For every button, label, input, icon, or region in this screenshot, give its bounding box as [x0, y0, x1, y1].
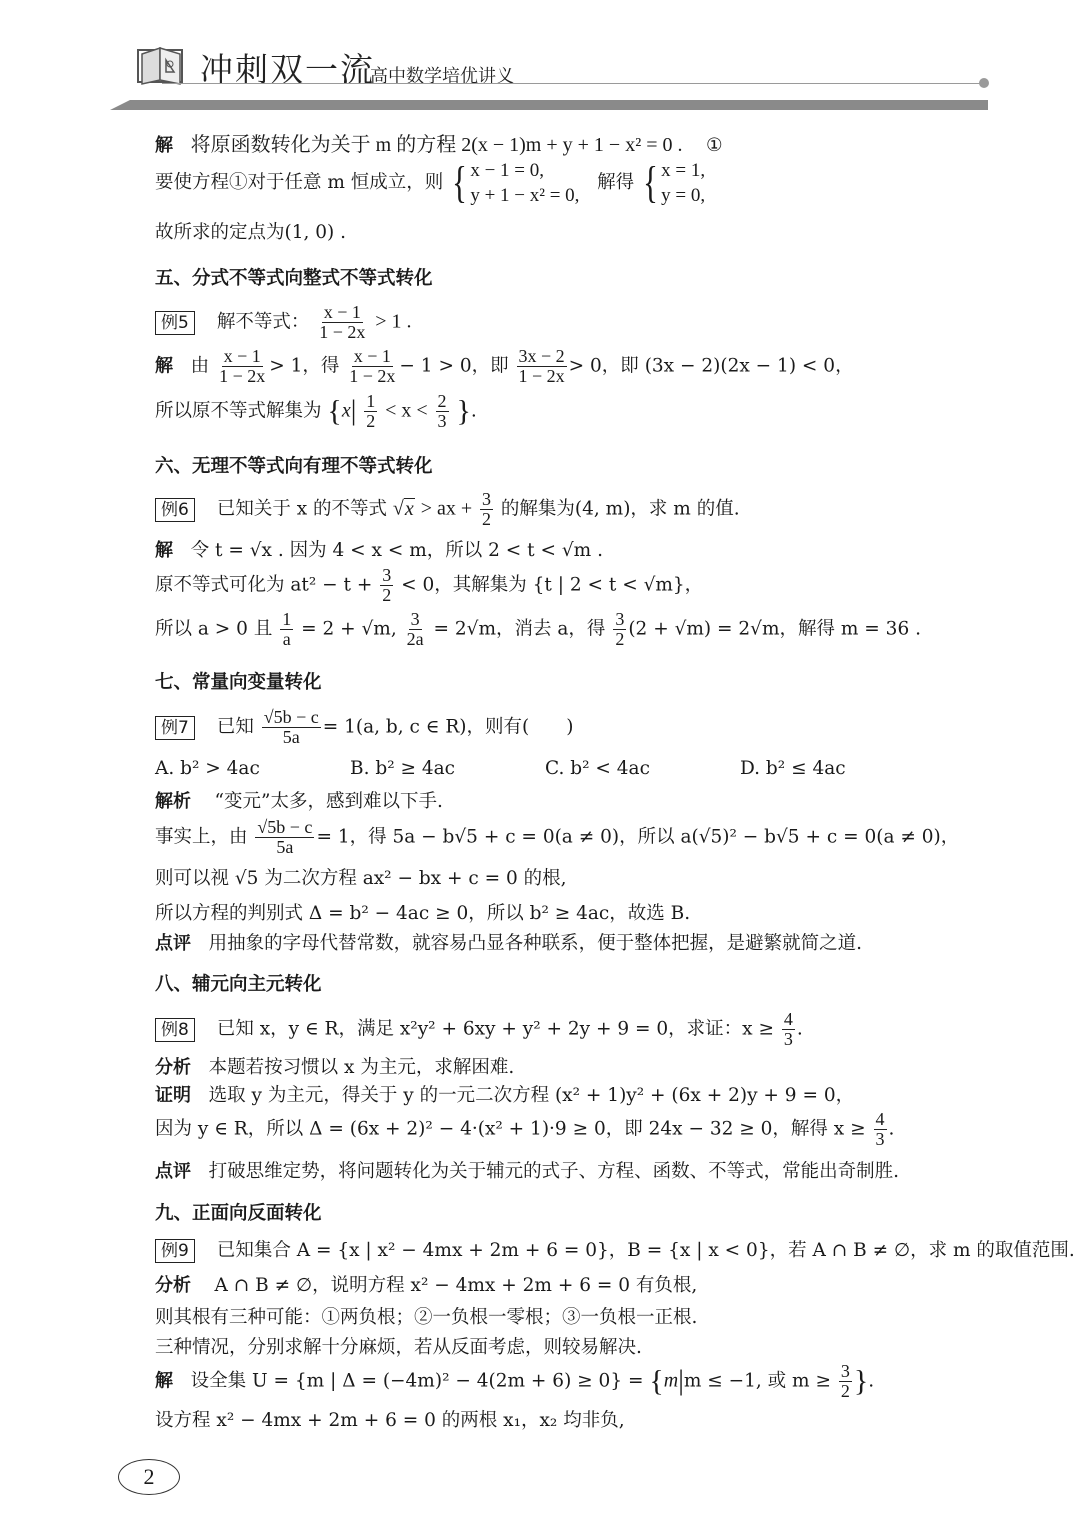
page-number: 2 — [118, 1459, 180, 1495]
comment-8: 点评 打破思维定势，将问题转化为关于辅元的式子、方程、函数、不等式，常能出奇制胜. — [155, 1161, 900, 1182]
comment-7: 点评 用抽象的字母代替常数，就容易凸显各种联系，便于整体把握，是避繁就简之道. — [155, 933, 863, 954]
solution-9-line-1: 解 设全集 U = {m | Δ = (−4m)² − 4(2m + 6) ≥ 0} = {m|m ≤ −1, 或 m ≥ $\frac{3}{2}$ }. — [155, 1361, 875, 1401]
example-9-label: 例9 — [155, 1239, 195, 1263]
section-8-title: 八、辅元向主元转化 — [155, 974, 322, 995]
intro-line-3: 故所求的定点为(1, 0) . — [155, 222, 346, 243]
solution-5-line-1: 解 由 $\frac{x - 1}{1 - 2x}$ > 1，得 $\frac{x - 1}{1 - 2x}$ − 1 > 0，即 $\frac{3x - 2}{1 - 2x}$ > 0，即 (3x − 2)(2x − 1) < 0， — [155, 346, 854, 386]
option-b: B. b² ≥ 4ac — [350, 758, 456, 779]
example-5-label: 例5 — [155, 311, 195, 335]
solution-7-line-3: 所以方程的判别式 Δ = b² − 4ac ≥ 0，所以 b² ≥ 4ac，故选 B. — [155, 903, 691, 924]
solution-7-line-1: 事实上，由 $\frac{√5b - c}{5a}$ = 1，得 5a − b√5 + c = 0(a ≠ 0)，所以 a(√5)² − b√5 + c = 0(a ≠ 0)， — [155, 817, 960, 857]
solution-9-line-2: 设方程 x² − 4mx + 2m + 6 = 0 的两根 x₁，x₂ 均非负, — [155, 1410, 625, 1431]
solution-7-line-2: 则可以视 √5 为二次方程 ax² − bx + c = 0 的根, — [155, 868, 567, 889]
intro-line-2: 要使方程①对于任意 m 恒成立，则 { x − 1 = 0, y + 1 − x² = 0, 解得 { x = 1, y = 0, — [155, 158, 706, 207]
analysis-9: 分析 A ∩ B ≠ ∅，说明方程 x² − 4mx + 2m + 6 = 0 有负根, — [155, 1275, 698, 1296]
analysis-8: 分析 本题若按习惯以 x 为主元，求解困难. — [155, 1057, 515, 1078]
section-5-title: 五、分式不等式向整式不等式转化 — [155, 268, 433, 289]
example-7-options — [155, 758, 935, 779]
proof-8: 证明 选取 y 为主元，得关于 y 的一元二次方程 (x² + 1)y² + (6x + 2)y + 9 = 0， — [155, 1085, 855, 1106]
option-c: C. b² < 4ac — [545, 758, 650, 779]
solution-6-line-3: 所以 a > 0 且 $\frac{1}{a}$ = 2 + √m, $\frac{3}{2a}$ = 2√m，消去 a，得 $\frac{3}{2}$ (2 + √m) = 2√m，解得 m = 36 . — [155, 609, 921, 649]
example-7: 例7 已知 $\frac{√5b - c}{5a}$ = 1(a, b, c ∈ R)，则有( ) — [155, 708, 573, 747]
example-6: 例6 已知关于 x 的不等式 √x > ax + $\frac{3}{2}$ 的解集为(4, m)，求 m 的值. — [155, 490, 740, 529]
example-9: 例9 已知集合 A = {x | x² − 4mx + 2m + 6 = 0}，B = {x | x < 0}，若 A ∩ B ≠ ∅，求 m 的取值范围. — [155, 1236, 1075, 1263]
section-6-title: 六、无理不等式向有理不等式转化 — [155, 456, 433, 477]
brand-subtitle: 高中数学培优讲义 — [370, 66, 514, 87]
header-bar — [110, 100, 988, 110]
analysis-9-line-3: 三种情况，分别求解十分麻烦，若从反面考虑，则较易解决. — [155, 1337, 642, 1358]
option-d: D. b² ≤ 4ac — [740, 758, 846, 779]
example-8-label: 例8 — [155, 1018, 195, 1042]
example-7-label: 例7 — [155, 716, 195, 740]
section-7-title: 七、常量向变量转化 — [155, 672, 322, 693]
solution-6-line-1: 解 令 t = √x . 因为 4 < x < m，所以 2 < t < √m . — [155, 540, 603, 561]
solution-6-line-2: 原不等式可化为 at² − t + $\frac{3}{2}$ < 0，其解集为 {t | 2 < t < √m}， — [155, 565, 704, 605]
example-5: 例5 解不等式： $\frac{x - 1}{1 - 2x}$ > 1 . — [155, 303, 412, 342]
example-6-label: 例6 — [155, 498, 195, 522]
solution-5-line-2: 所以原不等式解集为 {x| $\frac{1}{2}$ < x < $\frac{2}{3}$ }. — [155, 391, 477, 431]
book-logo-icon — [136, 40, 192, 92]
header-divider — [162, 83, 982, 84]
option-a: A. b² > 4ac — [155, 758, 260, 779]
analysis-9-line-2: 则其根有三种可能：①两负根；②一负根一零根；③一负根一正根. — [155, 1307, 698, 1328]
analysis-7: 解析 “变元”太多，感到难以下手. — [155, 791, 443, 812]
proof-8-line-2: 因为 y ∈ R，所以 Δ = (6x + 2)² − 4·(x² + 1)·9 ≥ 0，即 24x − 32 ≥ 0，解得 x ≥ $\frac{4}{3}$ . — [155, 1109, 895, 1149]
example-8: 例8 已知 x，y ∈ R，满足 x²y² + 6xy + y² + 2y + 9 = 0，求证：x ≥ $\frac{4}{3}$ . — [155, 1010, 803, 1049]
intro-line-1: 解 将原函数转化为关于 m 的方程 2(x − 1)m + y + 1 − x² = 0 . ① — [155, 134, 723, 156]
header-dot — [979, 78, 989, 88]
brand-title: 冲刺双一流 — [200, 50, 375, 89]
section-9-title: 九、正面向反面转化 — [155, 1203, 322, 1224]
